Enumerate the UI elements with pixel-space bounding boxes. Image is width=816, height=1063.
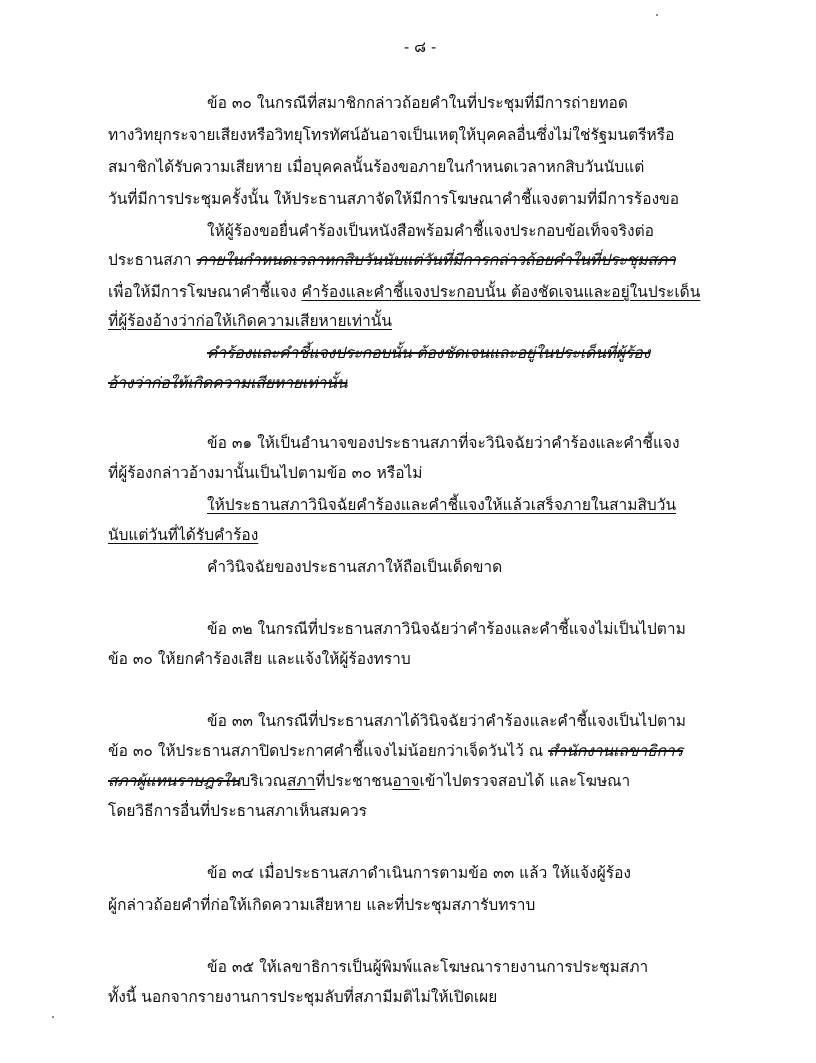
scan-speck xyxy=(656,14,658,16)
section-31-para-2-line-2 xyxy=(108,524,258,546)
page-number: - ๘ - xyxy=(404,38,437,56)
section-35-line-2: ทั้งนี้ นอกจากรายงานการประชุมลับที่สภามีมติไม่ให้เปิดเผย xyxy=(108,988,498,1006)
section-32-line-1: ข้อ ๓๒ ในกรณีที่ประธานสภาวินิจฉัยว่าคำร้องและคำชี้แจงไม่เป็นไปตาม xyxy=(207,620,686,638)
struck-text: ภายในกำหนดเวลาหกสิบวันนับแต่วันที่มีการกล่าวถ้อยคำในที่ประชุมสภา xyxy=(196,251,676,269)
underlined-text: สภา xyxy=(286,772,316,790)
section-30-line-2: ทางวิทยุกระจายเสียงหรือวิทยุโทรทัศน์อันอาจเป็นเหตุให้บุคคลอื่นซึ่งไม่ใช่รัฐมนตรีหรือ xyxy=(108,126,675,144)
section-30-para-3-line-2 xyxy=(108,372,347,394)
plain-text: ประธานสภา xyxy=(108,251,197,269)
section-34-line-1: ข้อ ๓๔ เมื่อประธานสภาดำเนินการตามข้อ ๓๓ แล้ว ให้แจ้งผู้ร้อง xyxy=(207,864,631,882)
underlined-text: ให้ประธานสภาวินิจฉัยคำร้องและคำชี้แจงให้แล้วเสร็จภายในสามสิบวัน xyxy=(207,496,677,514)
section-31-para-3-line-1: คำวินิจฉัยของประธานสภาให้ถือเป็นเด็ดขาด xyxy=(207,558,503,576)
plain-text: เข้าไปตรวจสอบได้ และโฆษณา xyxy=(419,772,631,790)
section-33-line-3 xyxy=(108,770,630,792)
section-31-line-1: ข้อ ๓๑ ให้เป็นอำนาจของประธานสภาที่จะวินิจฉัยว่าคำร้องและคำชี้แจง xyxy=(207,434,680,452)
section-30-line-4: วันที่มีการประชุมครั้งนั้น ให้ประธานสภาจัดให้มีการโฆษณาคำชี้แจงตามที่มีการร้องขอ xyxy=(108,190,680,208)
plain-text: เพื่อให้มีการโฆษณาคำชี้แจง xyxy=(108,283,302,301)
underlined-text: ที่ผู้ร้องอ้างว่าก่อให้เกิดความเสียหายเท่านั้น xyxy=(108,312,392,330)
section-33-line-2 xyxy=(108,740,683,762)
plain-text: บริเวณ xyxy=(240,772,287,790)
section-32-line-2: ข้อ ๓๐ ให้ยกคำร้องเสีย และแจ้งให้ผู้ร้องทราบ xyxy=(108,650,411,668)
section-30-para-2-line-4 xyxy=(108,310,392,332)
section-33-line-4: โดยวิธีการอื่นที่ประธานสภาเห็นสมควร xyxy=(108,802,367,820)
struck-text: สำนักงานเลขาธิการ xyxy=(548,742,684,760)
section-33-line-1: ข้อ ๓๓ ในกรณีที่ประธานสภาได้วินิจฉัยว่าคำร้องและคำชี้แจงเป็นไปตาม xyxy=(207,712,687,730)
underlined-text: คำร้องและคำชี้แจงประกอบนั้น ต้องชัดเจนและอยู่ในประเด็น xyxy=(301,283,701,301)
section-30-line-3: สมาชิกได้รับความเสียหาย เมื่อบุคคลนั้นร้องขอภายในกำหนดเวลาหกสิบวันนับแต่ xyxy=(108,158,645,176)
section-34-line-2: ผู้กล่าวถ้อยคำที่ก่อให้เกิดความเสียหาย และที่ประชุมสภารับทราบ xyxy=(108,896,536,914)
section-30-para-3-line-1 xyxy=(207,342,650,364)
struck-text: อ้างว่าก่อให้เกิดความเสียหายเท่านั้น xyxy=(108,374,348,392)
plain-text: ข้อ ๓๐ ให้ประธานสภาปิดประกาศคำชี้แจงไม่น้อยกว่าเจ็ดวันไว้ ณ xyxy=(108,742,549,760)
section-30-para-2-line-2 xyxy=(108,249,676,271)
section-30-line-1: ข้อ ๓๐ ในกรณีที่สมาชิกกล่าวถ้อยคำในที่ประชุมที่มีการถ่ายทอด xyxy=(207,94,628,112)
section-35-line-1: ข้อ ๓๕ ให้เลขาธิการเป็นผู้พิมพ์และโฆษณารายงานการประชุมสภา xyxy=(207,958,649,976)
section-30-para-2-line-3 xyxy=(108,281,700,303)
section-31-para-2-line-1 xyxy=(207,494,676,516)
underlined-text: นับแต่วันที่ได้รับคำร้อง xyxy=(108,526,259,544)
underlined-text: อาจ xyxy=(392,772,420,790)
struck-text: สภาผู้แทนราษฎรใน xyxy=(108,772,241,790)
section-31-line-2: ที่ผู้ร้องกล่าวอ้างมานั้นเป็นไปตามข้อ ๓๐ หรือไม่ xyxy=(108,464,423,482)
plain-text: ที่ประชาชน xyxy=(315,772,393,790)
struck-text: คำร้องและคำชี้แจงประกอบนั้น ต้องชัดเจนและอยู่ในประเด็นที่ผู้ร้อง xyxy=(207,344,651,362)
section-30-para-2-line-1: ให้ผู้ร้องขอยื่นคำร้องเป็นหนังสือพร้อมคำชี้แจงประกอบข้อเท็จจริงต่อ xyxy=(207,222,654,240)
scan-speck xyxy=(52,1016,54,1018)
